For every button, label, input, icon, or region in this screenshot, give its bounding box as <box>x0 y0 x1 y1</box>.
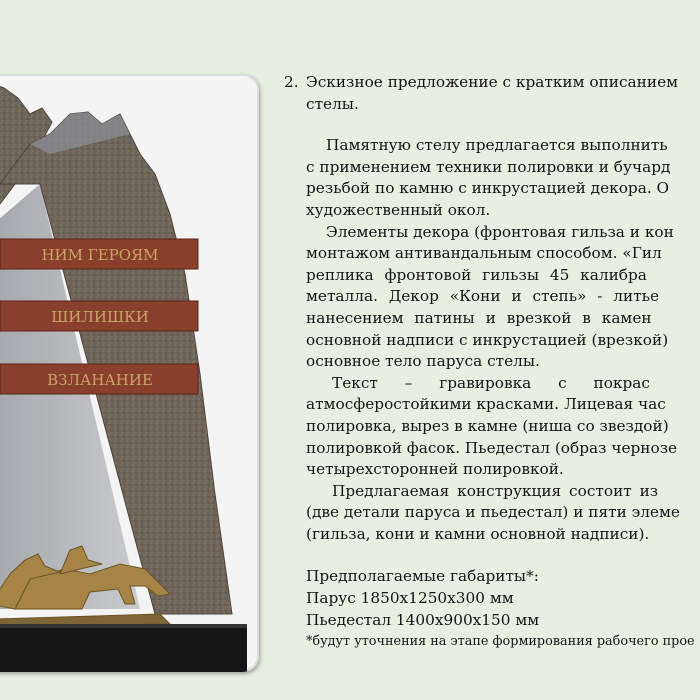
paragraph-4: Предлагаемая конструкция состоит из (две детали паруса и пьедестал) и пяти элеме (гильза, кони и камни основной надписи). <box>306 481 680 543</box>
svg-text:ВЗЛАНАНИЕ: ВЗЛАНАНИЕ <box>47 371 153 389</box>
section-heading: 2. Эскизное предложение с кратким описанием стелы. <box>284 73 679 113</box>
stele-illustration-card <box>0 74 259 672</box>
paragraph-2: Элементы декора (фронтовая гильза и кон монтажом антивандальным способом. «Гил реплика фронтовой гильзы 45 калибра металла. Декор «Кони и степь» - литье нанесением патины и врезкой в камен основной надписи с инкрустацией (врезкой) основное тело паруса стелы. <box>306 222 674 371</box>
svg-text:ШИЛИШКИ: ШИЛИШКИ <box>51 308 149 326</box>
footnote: *будут уточнения на этапе формирования рабочего прое <box>306 634 695 650</box>
svg-text:НИМ ГЕРОЯМ: НИМ ГЕРОЯМ <box>41 246 159 264</box>
inscription-bands <box>0 239 198 394</box>
pedestal <box>0 624 247 672</box>
paragraph-1: Памятную стелу предлагается выполнить с применением техники полировки и бучард резьбой по камню с инкрустацией декора. О художественный окол. <box>306 136 671 219</box>
stele-illustration <box>0 74 259 672</box>
paragraph-3: Текст – гравировка с покрас атмосферостойкими красками. Лицевая час полировка, вырез в камне (ниша со звездой) полировкой фасок. Пьедестал (образ чернозе четырехсторонней полировкой. <box>306 373 678 479</box>
description-text <box>284 72 700 653</box>
dimensions-block: Предполагаемые габариты*: Парус 1850х1250х300 мм Пьедестал 1400х900х150 мм *будут уточнения на этапе формирования рабочего прое <box>284 566 700 652</box>
